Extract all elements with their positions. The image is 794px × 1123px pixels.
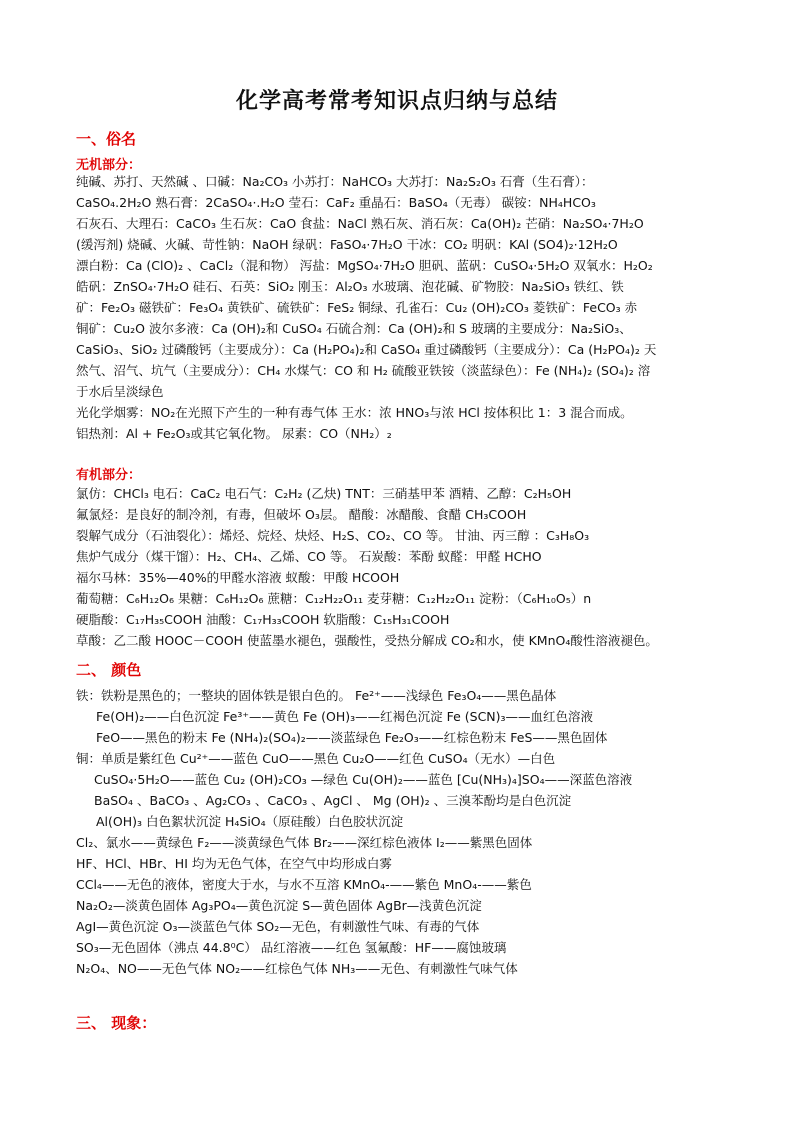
text-line: 铝热剂：Al + Fe₂O₃或其它氧化物。 尿素：CO（NH₂）₂: [76, 426, 392, 441]
inorganic-list: [76, 171, 726, 444]
text-line: CuSO₄·5H₂O——蓝色 Cu₂ (OH)₂CO₃ —绿色 Cu(OH)₂——蓝色 [Cu(NH₃)₄]SO₄——深蓝色溶液: [94, 772, 633, 787]
text-line: 石灰石、大理石：CaCO₃ 生石灰：CaO 食盐：NaCl 熟石灰、消石灰：Ca(OH)₂ 芒硝：Na₂SO₄·7H₂O: [76, 216, 644, 231]
text-line: 草酸：乙二酸 HOOC－COOH 使蓝墨水褪色，强酸性，受热分解成 CO₂和水，使 KMnO₄酸性溶液褪色。: [76, 633, 658, 648]
text-line: 铜矿：Cu₂O 波尔多液：Ca (OH)₂和 CuSO₄ 石硫合剂：Ca (OH)₂和 S 玻璃的主要成分：Na₂SiO₃、: [76, 321, 632, 336]
text-line: Na₂O₂—淡黄色固体 Ag₃PO₄—黄色沉淀 S—黄色固体 AgBr—浅黄色沉淀: [76, 898, 482, 913]
page-title: 化学高考常考知识点归纳与总结: [235, 89, 558, 114]
text-line: HF、HCl、HBr、HI 均为无色气体，在空气中均形成白雾: [76, 856, 392, 871]
section-heading-common-names: 一、俗名: [76, 130, 137, 148]
text-line: CaSO₄.2H₂O 熟石膏：2CaSO₄·.H₂O 莹石：CaF₂ 重晶石：BaSO₄（无毒） 碳铵：NH₄HCO₃: [76, 195, 596, 210]
text-line: 福尔马林：35%—40%的甲醛水溶液 蚁酸：甲酸 HCOOH: [76, 570, 400, 585]
text-line: 漂白粉：Ca (ClO)₂ 、CaCl₂（混和物） 泻盐：MgSO₄·7H₂O 胆矾、蓝矾：CuSO₄·5H₂O 双氧水：H₂O₂: [76, 258, 653, 273]
text-line: 氟氯烃：是良好的制冷剂，有毒，但破坏 O₃层。 醋酸：冰醋酸、食醋 CH₃COOH: [76, 507, 527, 522]
text-line: 铁：铁粉是黑色的；一整块的固体铁是银白色的。 Fe²⁺——浅绿色 Fe₃O₄——黑色晶体: [76, 688, 557, 703]
text-line: 裂解气成分（石油裂化）：烯烃、烷烃、炔烃、H₂S、CO₂、CO 等。 甘油、丙三醇 ：C₃H₈O₃: [76, 528, 590, 543]
text-line: FeO——黑色的粉末 Fe (NH₄)₂(SO₄)₂——淡蓝绿色 Fe₂O₃——红棕色粉末 FeS——黑色固体: [96, 730, 608, 745]
text-line: 然气、沼气、坑气（主要成分）：CH₄ 水煤气：CO 和 H₂ 硫酸亚铁铵（淡蓝绿色）：Fe (NH₄)₂ (SO₄)₂ 溶: [76, 363, 651, 378]
text-line: 纯碱、苏打、天然碱 、口碱：Na₂CO₃ 小苏打：NaHCO₃ 大苏打：Na₂S₂O₃ 石膏（生石膏）：: [76, 174, 594, 189]
subheading-organic: 有机部分：: [76, 468, 142, 483]
text-line: CaSiO₃、SiO₂ 过磷酸钙（主要成分）：Ca (H₂PO₄)₂和 CaSO₄ 重过磷酸钙（主要成分）：Ca (H₂PO₄)₂ 天: [76, 342, 657, 357]
text-line: Cl₂、氯水——黄绿色 F₂——淡黄绿色气体 Br₂——深红棕色液体 I₂——紫黑色固体: [76, 835, 533, 850]
section-heading-colors: 二、 颜色: [76, 661, 142, 679]
text-line: 焦炉气成分（煤干馏）：H₂、CH₄、乙烯、CO 等。 石炭酸：苯酚 蚁醛：甲醛 HCHO: [76, 549, 542, 564]
color-list: [76, 685, 726, 979]
text-line: BaSO₄ 、BaCO₃ 、Ag₂CO₃ 、CaCO₃ 、AgCl 、 Mg (OH)₂ 、三溴苯酚均是白色沉淀: [94, 793, 572, 808]
text-line: CCl₄——无色的液体，密度大于水，与水不互溶 KMnO₄-——紫色 MnO₄-——紫色: [76, 877, 532, 892]
text-line: Fe(OH)₂——白色沉淀 Fe³⁺——黄色 Fe (OH)₃——红褐色沉淀 Fe (SCN)₃——血红色溶液: [96, 709, 594, 724]
text-line: 氯仿：CHCl₃ 电石：CaC₂ 电石气：C₂H₂ (乙炔) TNT：三硝基甲苯 酒精、乙醇：C₂H₅OH: [76, 486, 572, 501]
organic-list: [76, 483, 726, 651]
text-line: 铜：单质是紫红色 Cu²⁺——蓝色 CuO——黑色 Cu₂O——红色 CuSO₄（无水）—白色: [76, 751, 556, 766]
text-line: SO₃—无色固体（沸点 44.8⁰C） 品红溶液——红色 氢氟酸：HF——腐蚀玻璃: [76, 940, 507, 955]
text-line: Al(OH)₃ 白色絮状沉淀 H₄SiO₄（原硅酸）白色胶状沉淀: [96, 814, 404, 829]
section-heading-phenomena: 三、 现象：: [76, 1014, 157, 1032]
text-line: 葡萄糖：C₆H₁₂O₆ 果糖：C₆H₁₂O₆ 蔗糖：C₁₂H₂₂O₁₁ 麦芽糖：C₁₂H₂₂O₁₁ 淀粉：（C₆H₁₀O₅）n: [76, 591, 592, 606]
text-line: 于水后呈淡绿色: [76, 384, 164, 399]
text-line: 光化学烟雾：NO₂在光照下产生的一种有毒气体 王水：浓 HNO₃与浓 HCl 按体积比 1：3 混合而成。: [76, 405, 633, 420]
text-line: AgI—黄色沉淀 O₃—淡蓝色气体 SO₂—无色，有刺激性气味、有毒的气体: [76, 919, 480, 934]
text-line: 硬脂酸：C₁₇H₃₅COOH 油酸：C₁₇H₃₃COOH 软脂酸：C₁₅H₃₁COOH: [76, 612, 450, 627]
subheading-inorganic: 无机部分：: [76, 158, 142, 173]
text-line: 皓矾：ZnSO₄·7H₂O 硅石、石英：SiO₂ 刚玉：Al₂O₃ 水玻璃、泡花碱、矿物胶：Na₂SiO₃ 铁红、铁: [76, 279, 624, 294]
text-line: N₂O₄、NO——无色气体 NO₂——红棕色气体 NH₃——无色、有刺激性气味气体: [76, 961, 518, 976]
text-line: 矿：Fe₂O₃ 磁铁矿：Fe₃O₄ 黄铁矿、硫铁矿：FeS₂ 铜绿、孔雀石：Cu₂ (OH)₂CO₃ 菱铁矿：FeCO₃ 赤: [76, 300, 638, 315]
text-line: (缓泻剂) 烧碱、火碱、苛性钠：NaOH 绿矾：FaSO₄·7H₂O 干冰：CO₂ 明矾：KAl (SO4)₂·12H₂O: [76, 237, 618, 252]
